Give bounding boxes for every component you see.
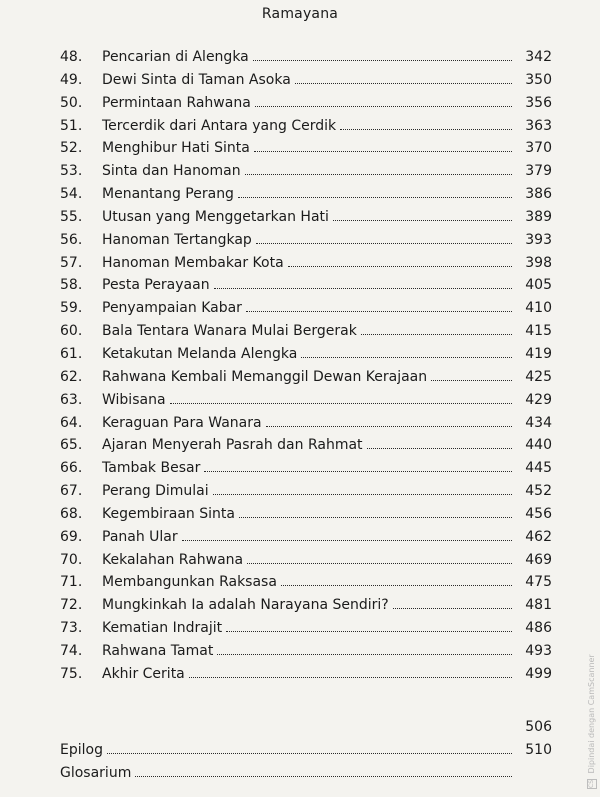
toc-entry-title: Bala Tentara Wanara Mulai Bergerak bbox=[102, 323, 357, 340]
toc-entry-page: 425 bbox=[525, 368, 552, 385]
toc-entry-page: 475 bbox=[525, 574, 552, 591]
toc-entry bbox=[60, 160, 552, 183]
dot-leader bbox=[253, 59, 512, 61]
dot-leader bbox=[431, 379, 512, 381]
back-matter-entry bbox=[60, 739, 552, 762]
dot-leader bbox=[182, 539, 512, 541]
dot-leader bbox=[333, 219, 512, 221]
camscanner-logo-icon: CS bbox=[588, 780, 595, 788]
toc-entry-number: 63. bbox=[60, 391, 83, 408]
back-matter-title: Epilog bbox=[60, 742, 103, 758]
toc-entry-title: Tambak Besar bbox=[102, 460, 201, 477]
toc-entry-page: 434 bbox=[525, 414, 552, 431]
page-header bbox=[0, 6, 600, 22]
dot-leader bbox=[213, 493, 512, 495]
toc-entry-page: 440 bbox=[525, 437, 552, 454]
toc-entry bbox=[60, 229, 552, 252]
dot-leader bbox=[288, 265, 512, 267]
toc-entry-title: Kematian Indrajit bbox=[102, 620, 223, 637]
toc-entry bbox=[60, 617, 552, 640]
dot-leader bbox=[239, 516, 512, 518]
toc-entry bbox=[60, 115, 552, 138]
toc-entry-page: 398 bbox=[525, 254, 552, 271]
back-matter-title: Glosarium bbox=[60, 765, 132, 781]
toc-entry-page: 350 bbox=[525, 71, 552, 88]
toc-entry-title: Tercerdik dari Antara yang Cerdik bbox=[102, 117, 337, 134]
toc-entry-page: 493 bbox=[525, 642, 552, 659]
toc-entry-number: 64. bbox=[60, 414, 83, 431]
dot-leader bbox=[189, 676, 512, 678]
dot-leader bbox=[367, 447, 512, 449]
toc-entry-title: Menghibur Hati Sinta bbox=[102, 140, 250, 157]
toc-entry-number: 61. bbox=[60, 345, 83, 362]
toc-entry bbox=[60, 412, 552, 435]
toc-entry-title: Rahwana Tamat bbox=[102, 642, 214, 659]
toc-entry-title: Dewi Sinta di Taman Asoka bbox=[102, 71, 291, 88]
back-matter-entry bbox=[60, 762, 552, 785]
toc-entry-page: 499 bbox=[525, 665, 552, 682]
toc-entry-title: Utusan yang Menggetarkan Hati bbox=[102, 208, 329, 225]
toc-entry-number: 57. bbox=[60, 254, 83, 271]
toc-entry-number: 54. bbox=[60, 186, 83, 203]
toc-entry-number: 49. bbox=[60, 71, 83, 88]
toc-entry-number: 55. bbox=[60, 208, 83, 225]
toc-entry-number: 48. bbox=[60, 49, 83, 65]
dot-leader bbox=[170, 402, 512, 404]
toc-entry bbox=[60, 366, 552, 389]
toc-entry bbox=[60, 320, 552, 343]
toc-entry-number: 59. bbox=[60, 300, 83, 317]
toc-entry-page: 342 bbox=[525, 49, 552, 65]
toc-entry bbox=[60, 526, 552, 549]
toc-entry bbox=[60, 457, 552, 480]
toc-entry bbox=[60, 206, 552, 229]
toc-entry-number: 62. bbox=[60, 368, 83, 385]
toc-entry-number: 51. bbox=[60, 117, 83, 134]
toc-entry-title: Menantang Perang bbox=[102, 186, 234, 203]
toc-entry-title: Pesta Perayaan bbox=[102, 277, 210, 294]
table-of-contents bbox=[60, 46, 552, 686]
toc-entry-page: 481 bbox=[525, 597, 552, 614]
toc-entry-title: Keraguan Para Wanara bbox=[102, 414, 262, 431]
toc-entry-page: 379 bbox=[525, 163, 552, 180]
toc-entry-page: 393 bbox=[525, 231, 552, 248]
dot-leader bbox=[393, 607, 512, 609]
toc-entry-number: 66. bbox=[60, 460, 83, 477]
toc-entry bbox=[60, 640, 552, 663]
toc-entry-page: 356 bbox=[525, 94, 552, 111]
toc-entry-title: Penyampaian Kabar bbox=[102, 300, 242, 317]
back-matter bbox=[60, 716, 552, 785]
toc-entry-title: Sinta dan Hanoman bbox=[102, 163, 241, 180]
toc-entry-title: Panah Ular bbox=[102, 528, 178, 545]
dot-leader bbox=[214, 287, 512, 289]
toc-entry bbox=[60, 434, 552, 457]
toc-entry-title: Wibisana bbox=[102, 391, 166, 408]
toc-entry-page: 445 bbox=[525, 460, 552, 477]
dot-leader bbox=[246, 310, 512, 312]
toc-entry-page: 456 bbox=[525, 505, 552, 522]
toc-entry-title: Membangunkan Raksasa bbox=[102, 574, 277, 591]
toc-entry-page: 389 bbox=[525, 208, 552, 225]
toc-entry-title: Kekalahan Rahwana bbox=[102, 551, 244, 568]
toc-entry-number: 65. bbox=[60, 437, 83, 454]
toc-entry-title: Akhir Cerita bbox=[102, 665, 185, 682]
toc-entry-number: 73. bbox=[60, 620, 83, 637]
dot-leader bbox=[135, 775, 512, 777]
dot-leader bbox=[295, 82, 512, 84]
toc-entry-number: 75. bbox=[60, 665, 83, 682]
dot-leader bbox=[107, 752, 512, 754]
toc-entry bbox=[60, 663, 552, 686]
toc-entry-title: Kegembiraan Sinta bbox=[102, 505, 235, 522]
toc-entry-page: 363 bbox=[525, 117, 552, 134]
dot-leader bbox=[204, 470, 512, 472]
toc-entry bbox=[60, 137, 552, 160]
toc-entry-page: 452 bbox=[525, 483, 552, 500]
toc-entry-title: Pencarian di Alengka bbox=[102, 49, 249, 65]
toc-entry bbox=[60, 594, 552, 617]
toc-entry-title: Mungkinkah Ia adalah Narayana Sendiri? bbox=[102, 597, 389, 614]
toc-entry-page: 370 bbox=[525, 140, 552, 157]
book-title: Ramayana bbox=[261, 6, 339, 22]
dot-leader bbox=[255, 105, 512, 107]
toc-entry bbox=[60, 343, 552, 366]
toc-entry-title: Rahwana Kembali Memanggil Dewan Kerajaan bbox=[102, 368, 428, 385]
back-matter-page: 510 bbox=[525, 742, 552, 758]
toc-entry-page: 486 bbox=[525, 620, 552, 637]
toc-entry bbox=[60, 274, 552, 297]
toc-orphan-page-row bbox=[60, 716, 552, 739]
toc-entry bbox=[60, 69, 552, 92]
toc-entry bbox=[60, 92, 552, 115]
toc-entry-number: 53. bbox=[60, 163, 83, 180]
toc-entry-page: 462 bbox=[525, 528, 552, 545]
toc-entry-page: 415 bbox=[525, 323, 552, 340]
toc-entry bbox=[60, 252, 552, 275]
dot-leader bbox=[256, 242, 512, 244]
toc-entry-title: Hanoman Tertangkap bbox=[102, 231, 252, 248]
dot-leader bbox=[340, 128, 512, 130]
toc-entry bbox=[60, 46, 552, 69]
toc-entry bbox=[60, 571, 552, 594]
scanner-watermark bbox=[587, 639, 599, 789]
dot-leader bbox=[226, 630, 512, 632]
toc-entry-page: 419 bbox=[525, 345, 552, 362]
toc-entry bbox=[60, 389, 552, 412]
toc-entry-page: 405 bbox=[525, 277, 552, 294]
toc-entry-title: Ajaran Menyerah Pasrah dan Rahmat bbox=[102, 437, 363, 454]
dot-leader bbox=[217, 653, 512, 655]
dot-leader bbox=[266, 425, 512, 427]
toc-entry-number: 72. bbox=[60, 597, 83, 614]
toc-entry bbox=[60, 503, 552, 526]
toc-entry-number: 71. bbox=[60, 574, 83, 591]
toc-entry-number: 69. bbox=[60, 528, 83, 545]
toc-entry-title: Hanoman Membakar Kota bbox=[102, 254, 284, 271]
dot-leader bbox=[245, 173, 512, 175]
toc-entry-page: 410 bbox=[525, 300, 552, 317]
watermark-text: Dipindai dengan CamScanner bbox=[587, 654, 596, 774]
dot-leader bbox=[301, 356, 512, 358]
toc-entry-title: Perang Dimulai bbox=[102, 483, 209, 500]
toc-entry-title: Ketakutan Melanda Alengka bbox=[102, 345, 298, 362]
toc-entry-number: 60. bbox=[60, 323, 83, 340]
toc-entry-number: 67. bbox=[60, 483, 83, 500]
toc-entry-page: 506 bbox=[525, 719, 552, 735]
toc-entry-number: 56. bbox=[60, 231, 83, 248]
toc-entry-number: 50. bbox=[60, 94, 83, 111]
toc-entry-page: 429 bbox=[525, 391, 552, 408]
toc-entry-number: 58. bbox=[60, 277, 83, 294]
toc-entry bbox=[60, 297, 552, 320]
toc-entry-number: 68. bbox=[60, 505, 83, 522]
dot-leader bbox=[247, 562, 512, 564]
dot-leader bbox=[238, 196, 512, 198]
toc-entry bbox=[60, 183, 552, 206]
toc-entry bbox=[60, 549, 552, 572]
dot-leader bbox=[281, 584, 512, 586]
toc-entry-title: Permintaan Rahwana bbox=[102, 94, 251, 111]
toc-entry-page: 469 bbox=[525, 551, 552, 568]
dot-leader bbox=[361, 333, 512, 335]
toc-entry bbox=[60, 480, 552, 503]
dot-leader bbox=[254, 150, 512, 152]
toc-entry-page: 386 bbox=[525, 186, 552, 203]
toc-entry-number: 52. bbox=[60, 140, 83, 157]
toc-entry-number: 70. bbox=[60, 551, 83, 568]
toc-entry-number: 74. bbox=[60, 642, 83, 659]
